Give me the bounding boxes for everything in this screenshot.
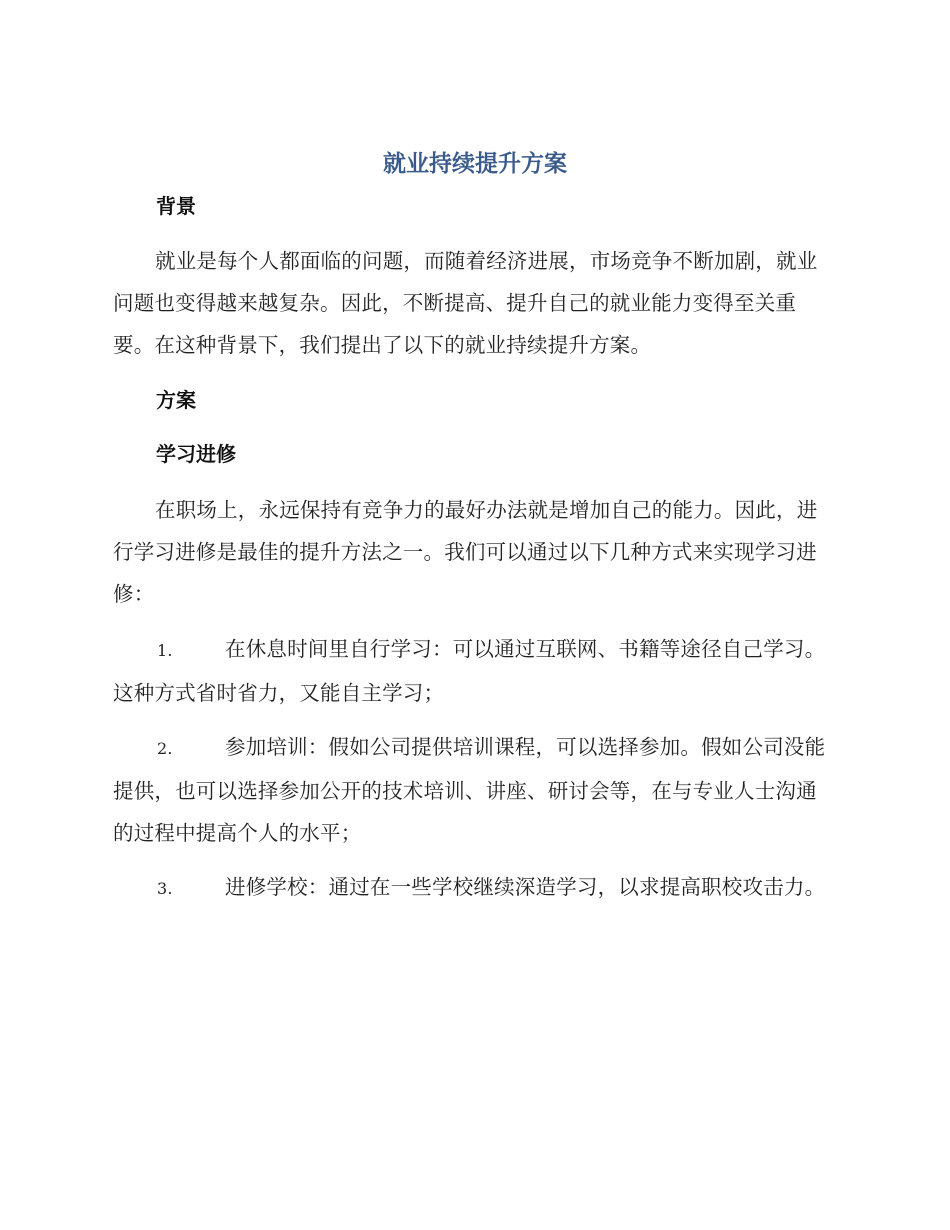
list-item-number: 1. bbox=[157, 641, 173, 660]
study-paragraph: 在职场上，永远保持有竞争力的最好办法就是增加自己的能力。因此，进行学习进修是最佳的提升方法之一。我们可以通过以下几种方式来实现学习进修： bbox=[113, 498, 818, 606]
list-item-text: 进修学校：通过在一些学校继续深造学习，以求提高职校攻击力。 bbox=[225, 875, 826, 899]
section-heading-study: 学习进修 bbox=[156, 442, 236, 466]
list-item bbox=[113, 628, 833, 714]
section-heading-plan: 方案 bbox=[156, 388, 196, 412]
section-heading-background: 背景 bbox=[156, 194, 196, 218]
list-item-number: 2. bbox=[157, 739, 173, 758]
list-item bbox=[113, 866, 833, 910]
background-paragraph: 就业是每个人都面临的问题，而随着经济进展，市场竞争不断加剧，就业问题也变得越来越复杂。因此，不断提高、提升自己的就业能力变得至关重要。在这种背景下，我们提出了以下的就业持续提升方案。 bbox=[113, 249, 818, 357]
list-item bbox=[113, 726, 833, 854]
list-item-text: 在休息时间里自行学习：可以通过互联网、书籍等途径自己学习。这种方式省时省力，又能自主学习； bbox=[113, 637, 826, 705]
list-item-number: 3. bbox=[157, 879, 173, 898]
document-title: 就业持续提升方案 bbox=[383, 151, 567, 177]
list-item-text: 参加培训：假如公司提供培训课程，可以选择参加。假如公司没能提供，也可以选择参加公开的技术培训、讲座、研讨会等，在与专业人士沟通的过程中提高个人的水平； bbox=[113, 735, 826, 845]
